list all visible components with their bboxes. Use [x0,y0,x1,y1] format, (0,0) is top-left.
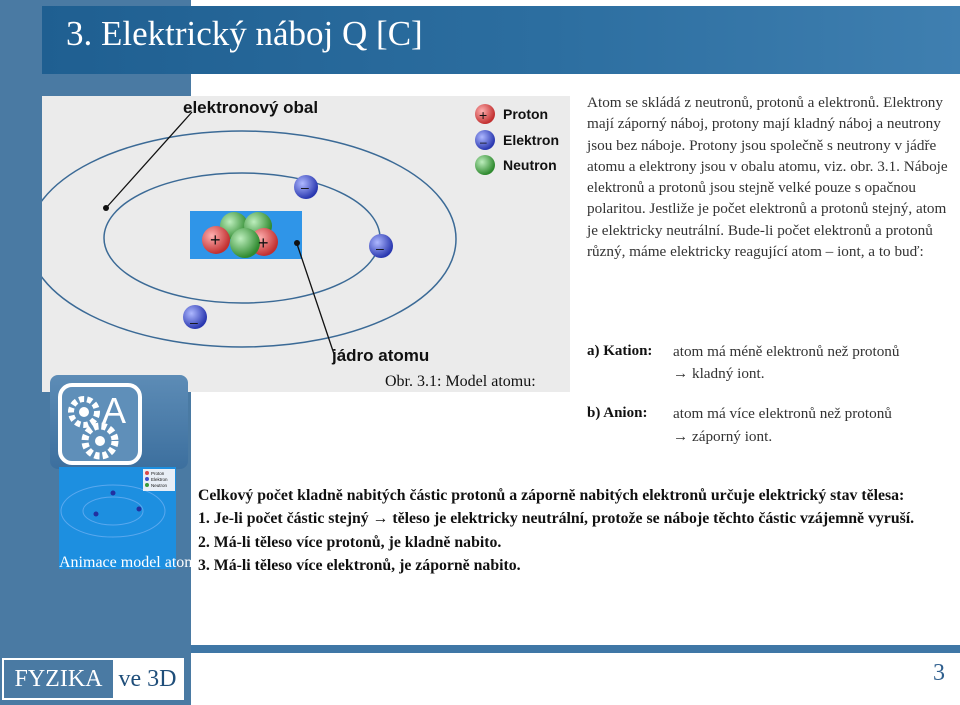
legend-proton-label: Proton [503,106,549,122]
svg-text:–: – [190,314,198,330]
icon-letter: A [102,390,127,431]
cation-result: → kladný iont. [673,365,765,382]
legend-electron-label: Elektron [503,132,560,148]
electron-shell-label: elektronový obal [183,98,319,117]
svg-text:–: – [376,240,384,256]
summary-point-1: 1. Je-li počet částic stejný → těleso je elektricky neutrální, protože se náboje těchto částic vzájemně vyruší. [198,510,915,528]
summary-text [198,484,953,577]
fyzika-logo [2,658,184,700]
summary-intro: Celkový počet kladně nabitých částic protonů a záporně nabitých elektronů určuje elektrický stav tělesa: [198,487,905,504]
logo-left-text: FYZIKA [14,666,103,692]
figure-caption: Obr. 3.1: Model atomu: [385,373,536,390]
logo-right-text: ve 3D [113,660,182,698]
anion-result: → záporný iont. [673,428,773,445]
app-icon[interactable] [50,375,188,469]
svg-text:+: + [210,230,221,250]
slide-title: 3. Elektrický náboj Q [C] [66,14,423,53]
svg-text:+: + [479,107,488,123]
gears-icon [50,375,188,469]
summary-point-2: 2. Má-li těleso více protonů, je kladně nabito. [198,533,502,551]
cation-text: atom má méně elektronů než protonů [673,343,900,360]
atom-diagram [42,96,570,392]
anion-text: atom má více elektronů než protonů [673,405,892,422]
legend-neutron-label: Neutron [503,157,557,173]
summary-point-3: 3. Má-li těleso více elektronů, je záporně nabito. [198,556,521,574]
page-number: 3 [933,660,945,686]
neutron [230,228,260,258]
svg-text:Proton: Proton [151,471,165,476]
svg-text:–: – [480,135,487,149]
svg-text:–: – [301,179,309,195]
atom-model-figure [42,96,570,392]
svg-text:Elektron: Elektron [151,477,168,482]
legend-neutron-ball [475,155,495,175]
intro-paragraph: Atom se skládá z neutronů, protonů a elektronů. Elektrony mají záporný náboj, protony mají kladný náboj a neutrony jsou bez náboje. Protony jsou společně s neutrony v jádře atomu a elektrony jsou v obalu atomu, viz. obr. 3.1. Náboje elektronů a protonů jsou stejně velké pouze s opačnou polaritou. Jestliže je počet elektronů a protonů stejný, atom je elektricky neutrální. Bude-li počet elektronů a protonů různý, máme elektricky reagující atom – iont, a to buď: [587,94,948,261]
nucleus-label: jádro atomu [332,346,430,365]
cation-label: a) Kation: [587,343,653,359]
animation-caption: Animace model atomu. [59,554,209,571]
svg-text:+: + [258,233,269,253]
bottom-divider [191,645,960,653]
svg-text:Neutron: Neutron [151,483,168,488]
anion-label: b) Anion: [587,405,648,421]
